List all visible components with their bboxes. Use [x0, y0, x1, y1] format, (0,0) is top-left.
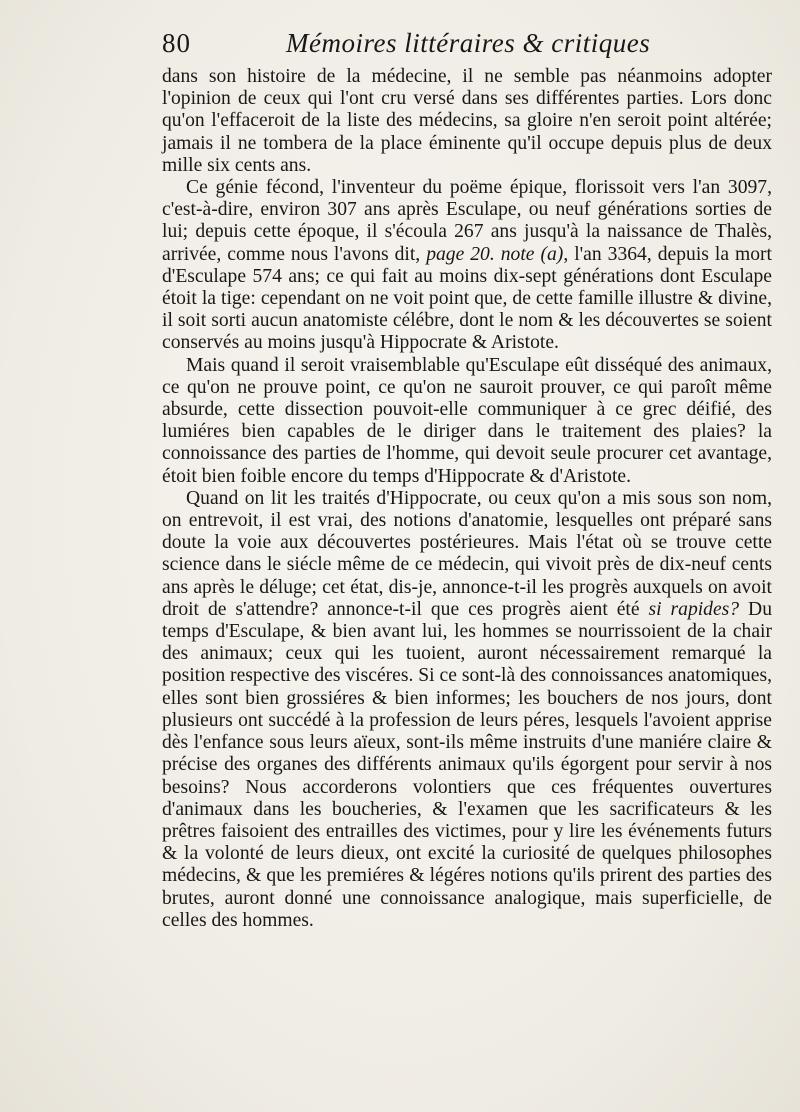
running-head: Mémoires littéraires & critiques	[286, 28, 651, 58]
paragraph-3: Mais quand il seroit vraisemblable qu'Esculape eût disséqué des animaux, ce qu'on ne prouve point, ce qu'on ne sauroit prouver, ce qui paroît même absurde, cette dissection pouvoit-elle communiquer à ce grec déifié, des lumiéres bien capables de le diriger dans le traitement des plaies? la connoissance des parties de l'homme, qui devoit seule procurer cet avantage, étoit bien foible encore du temps d'Hippocrate & d'Aristote.	[162, 354, 772, 487]
paragraph-1: dans son histoire de la médecine, il ne semble pas néanmoins adopter l'opinion de ceux qui l'ont cru versé dans ses différentes parties. Lors donc qu'on l'effaceroit de la liste des médecins, sa gloire n'en seroit point altérée; jamais il ne tombera de la place éminente qu'il occupe depuis plus de deux mille six cents ans.	[162, 66, 772, 176]
page-number: 80	[162, 28, 191, 58]
paragraph-4-emphasis: si rapides?	[648, 598, 740, 620]
paragraph-2-part-1: Ce génie fécond, l'inventeur du poëme épique, florissoit vers l'an 3097, c'est-à-dire, environ 307 ans après Esculape, ou neuf générations sorties de lui; depuis cette époque, il s'écoula 267 ans jusqu'à la naissance de Thalès, arrivée, comme nous l'avons dit,	[162, 177, 772, 265]
paragraph-4-part-2: Du temps d'Esculape, & bien avant lui, les hommes se nourrissoient de la chair des animaux; ceux qui les tuoient, auront nécessairement remarqué la position respective des viscéres. Si ce sont-là des connoissances anatomiques, elles sont bien grossiéres & bien informes; les bouchers de nos jours, dont plusieurs ont succédé à la profession de leurs péres, lesquels l'avoient apprise dès l'enfance sous leurs aïeux, sont-ils même instruits d'une maniére claire & précise des organes des différents animaux qu'ils égorgent pour servir à nos besoins? Nous accorderons volontiers que ces fréquentes ouvertures d'animaux dans les boucheries, & l'examen que les sacrificateurs & les prêtres faisoient des entrailles des victimes, pour y lire les événements futurs & la volonté de leurs dieux, ont excité la curiosité de quelques philosophes médecins, & que les premiéres & légéres notions qu'ils prirent des parties des brutes, auront donné une connoissance analogique, mais superficielle, de celles des hommes.	[162, 598, 772, 931]
paragraph-4	[162, 488, 772, 932]
paragraph-2	[162, 177, 772, 355]
paragraph-4-part-1: Quand on lit les traités d'Hippocrate, ou ceux qu'on a mis sous son nom, on entrevoit, il est vrai, des notions d'anatomie, lesquelles ont préparé sans doute la voie aux découvertes postérieures. Mais l'état où se trouve cette science dans le siécle même de ce médecin, qui vivoit près de dix-neuf cents ans après le déluge; cet état, dis-je, annonce-t-il les progrès auxquels on avoit droit de s'attendre? annonce-t-il que ces progrès aient été	[162, 487, 772, 620]
paragraph-2-part-2: , l'an 3364, depuis la mort d'Esculape 574 ans; ce qui fait au moins dix-sept générations dont Esculape étoit la tige: cependant on ne voit point que, de cette famille illustre & divine, il soit sorti aucun anatomiste célébre, dont le nom & les découvertes se soient conservés au moins jusqu'à Hippocrate & Aristote.	[162, 243, 773, 354]
paragraph-2-reference: page 20. note (a)	[426, 243, 564, 265]
page-header	[162, 28, 762, 68]
body-text	[162, 66, 772, 932]
